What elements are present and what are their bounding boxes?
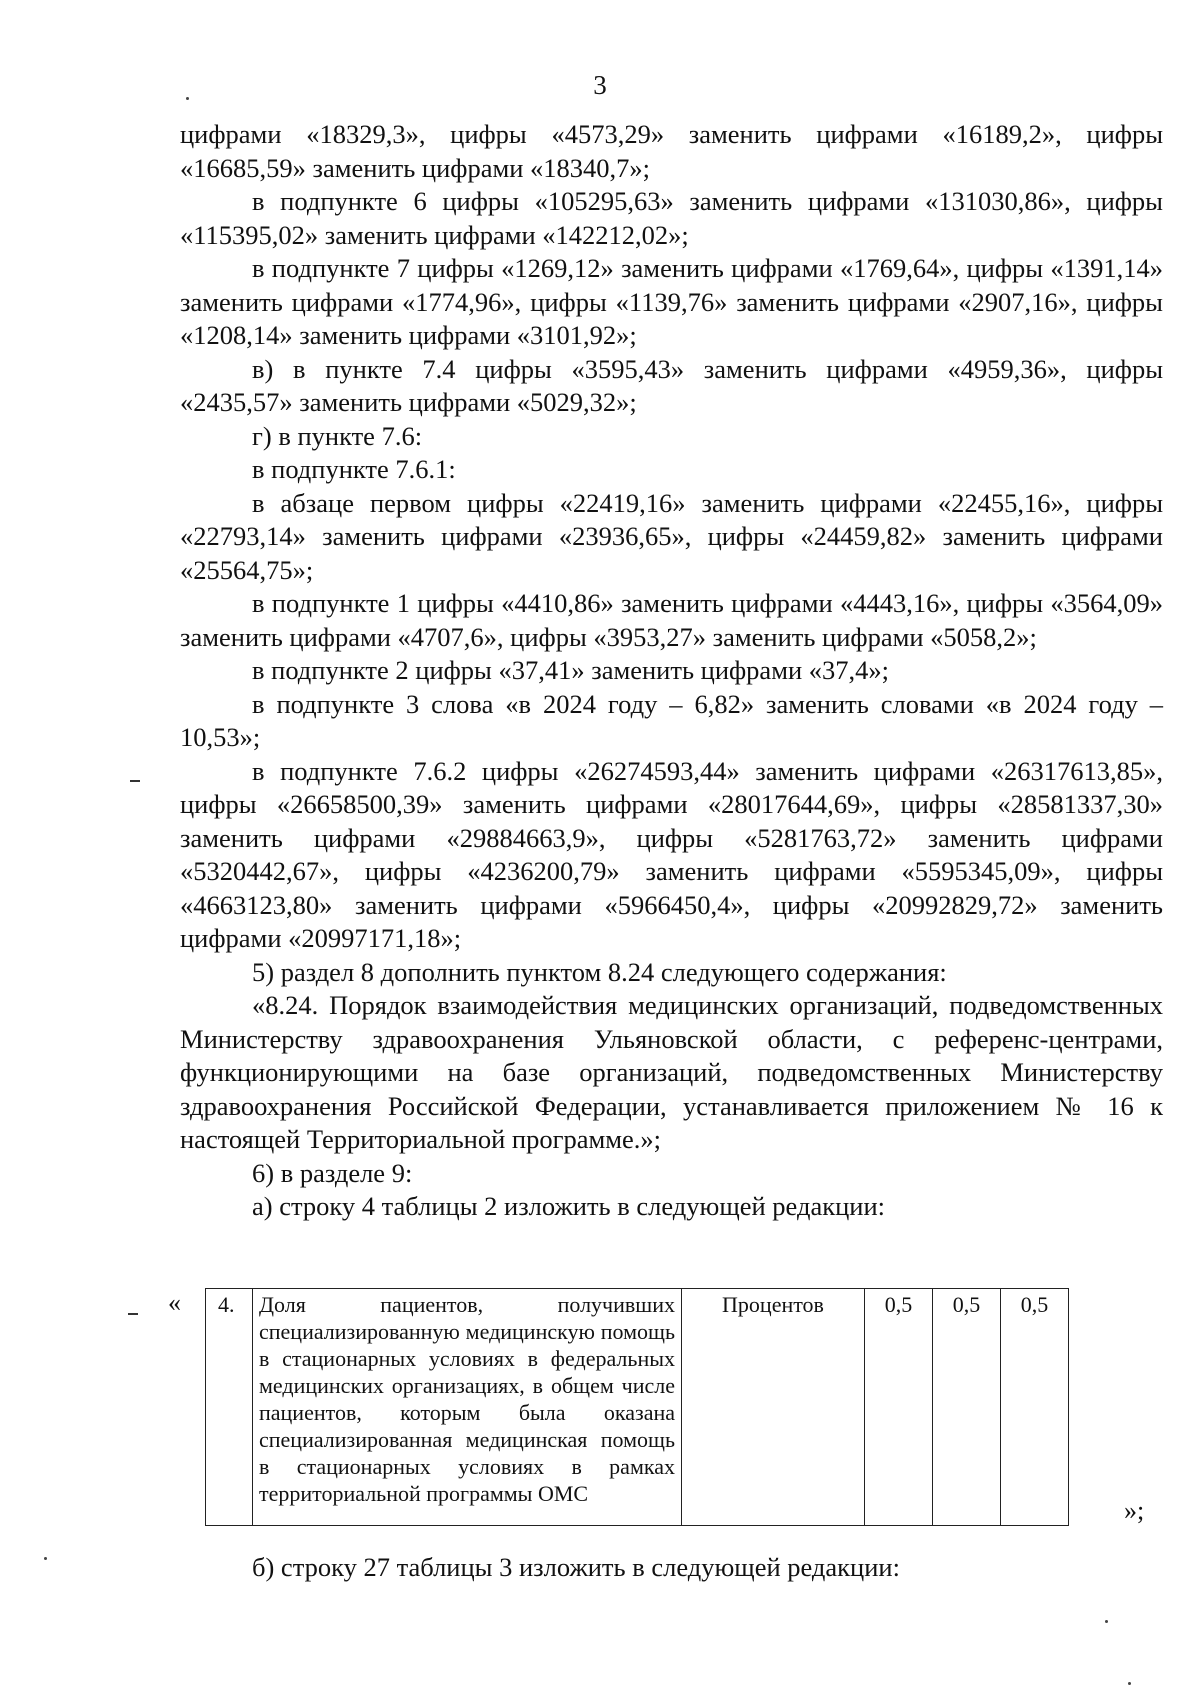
paragraph: в подпункте 3 слова «в 2024 году – 6,82» заменить словами «в 2024 году – 10,53»; (180, 688, 1163, 752)
document-body (180, 118, 1163, 1224)
paragraph: цифрами «18329,3», цифры «4573,29» заменить цифрами «16189,2», цифры «16685,59» заменить цифрами «18340,7»; (180, 119, 1163, 183)
paragraph: г) в пункте 7.6: (252, 420, 423, 451)
scan-mark (130, 780, 140, 782)
scan-speck (44, 1557, 47, 1560)
close-quote: »; (1124, 1496, 1145, 1525)
table-row (206, 1289, 1069, 1526)
paragraph: в подпункте 2 цифры «37,41» заменить цифрами «37,4»; (252, 655, 890, 685)
row-number: 4. (206, 1289, 253, 1526)
scan-speck (186, 97, 189, 100)
paragraph: в подпункте 1 цифры «4410,86» заменить цифрами «4443,16», цифры «3564,09» заменить цифрами «4707,6», цифры «3953,27» заменить цифрами «5058,2»; (180, 588, 1163, 652)
paragraph: в подпункте 7.6.2 цифры «26274593,44» заменить цифрами «26317613,85», цифры «26658500,39» заменить цифрами «28017644,69», цифры «28581337,30» заменить цифрами «29884663,9», цифры «5281763,72» заменить цифрами «5320442,67», цифры «4236200,79» заменить цифрами «5595345,09», цифры «4663123,80» заменить цифрами «5966450,4», цифры «20992829,72» заменить цифрами «20997171,18»; (180, 755, 1163, 953)
paragraph: «8.24. Порядок взаимодействия медицинских организаций, подведомственных Министерству здравоохранения Ульяновской области, с референс-центрами, функционирующими на базе организаций, подведомственных Министерству здравоохранения Российской Федерации, устанавливается приложением № 16 к настоящей Территориальной программе.»; (180, 990, 1163, 1154)
paragraph: в абзаце первом цифры «22419,16» заменить цифрами «22455,16», цифры «22793,14» заменить цифрами «23936,65», цифры «24459,82» заменить цифрами «25564,75»; (180, 487, 1163, 585)
paragraph: в подпункте 7 цифры «1269,12» заменить цифрами «1769,64», цифры «1391,14» заменить цифрами «1774,96», цифры «1139,76» заменить цифрами «2907,16», цифры «1208,14» заменить цифрами «3101,92»; (180, 253, 1163, 350)
indicator-name: Доля пациентов, получивших специализированную медицинскую помощь в стационарных условиях в федеральных медицинских организациях, в общем числе пациентов, которым была оказана специализированная медицинская помощь в стационарных условиях в рамках территориальной программы ОМС (253, 1289, 682, 1526)
paragraph: 5) раздел 8 дополнить пунктом 8.24 следующего содержания: (252, 956, 947, 987)
scan-speck (1128, 1682, 1131, 1685)
paragraph: в) в пункте 7.4 цифры «3595,43» заменить цифрами «4959,36», цифры «2435,57» заменить цифрами «5029,32»; (180, 353, 1163, 417)
closing-line: б) строку 27 таблицы 3 изложить в следующей редакции: (252, 1552, 900, 1582)
paragraph: 6) в разделе 9: (252, 1157, 413, 1188)
value-cell: 0,5 (865, 1289, 933, 1526)
value-cell: 0,5 (933, 1289, 1001, 1526)
value-cell: 0,5 (1001, 1289, 1069, 1526)
open-quote: « (168, 1288, 181, 1317)
unit-cell: Процентов (682, 1289, 865, 1526)
indicator-table (205, 1288, 1069, 1526)
amendment-table-block (168, 1288, 1168, 1530)
page-number: 3 (593, 70, 607, 100)
paragraph: в подпункте 7.6.1: (252, 454, 456, 484)
scan-mark (128, 1313, 138, 1315)
paragraph: а) строку 4 таблицы 2 изложить в следующей редакции: (252, 1191, 885, 1221)
paragraph: в подпункте 6 цифры «105295,63» заменить цифрами «131030,86», цифры «115395,02» заменить цифрами «142212,02»; (180, 186, 1163, 250)
scan-speck (1105, 1620, 1108, 1623)
